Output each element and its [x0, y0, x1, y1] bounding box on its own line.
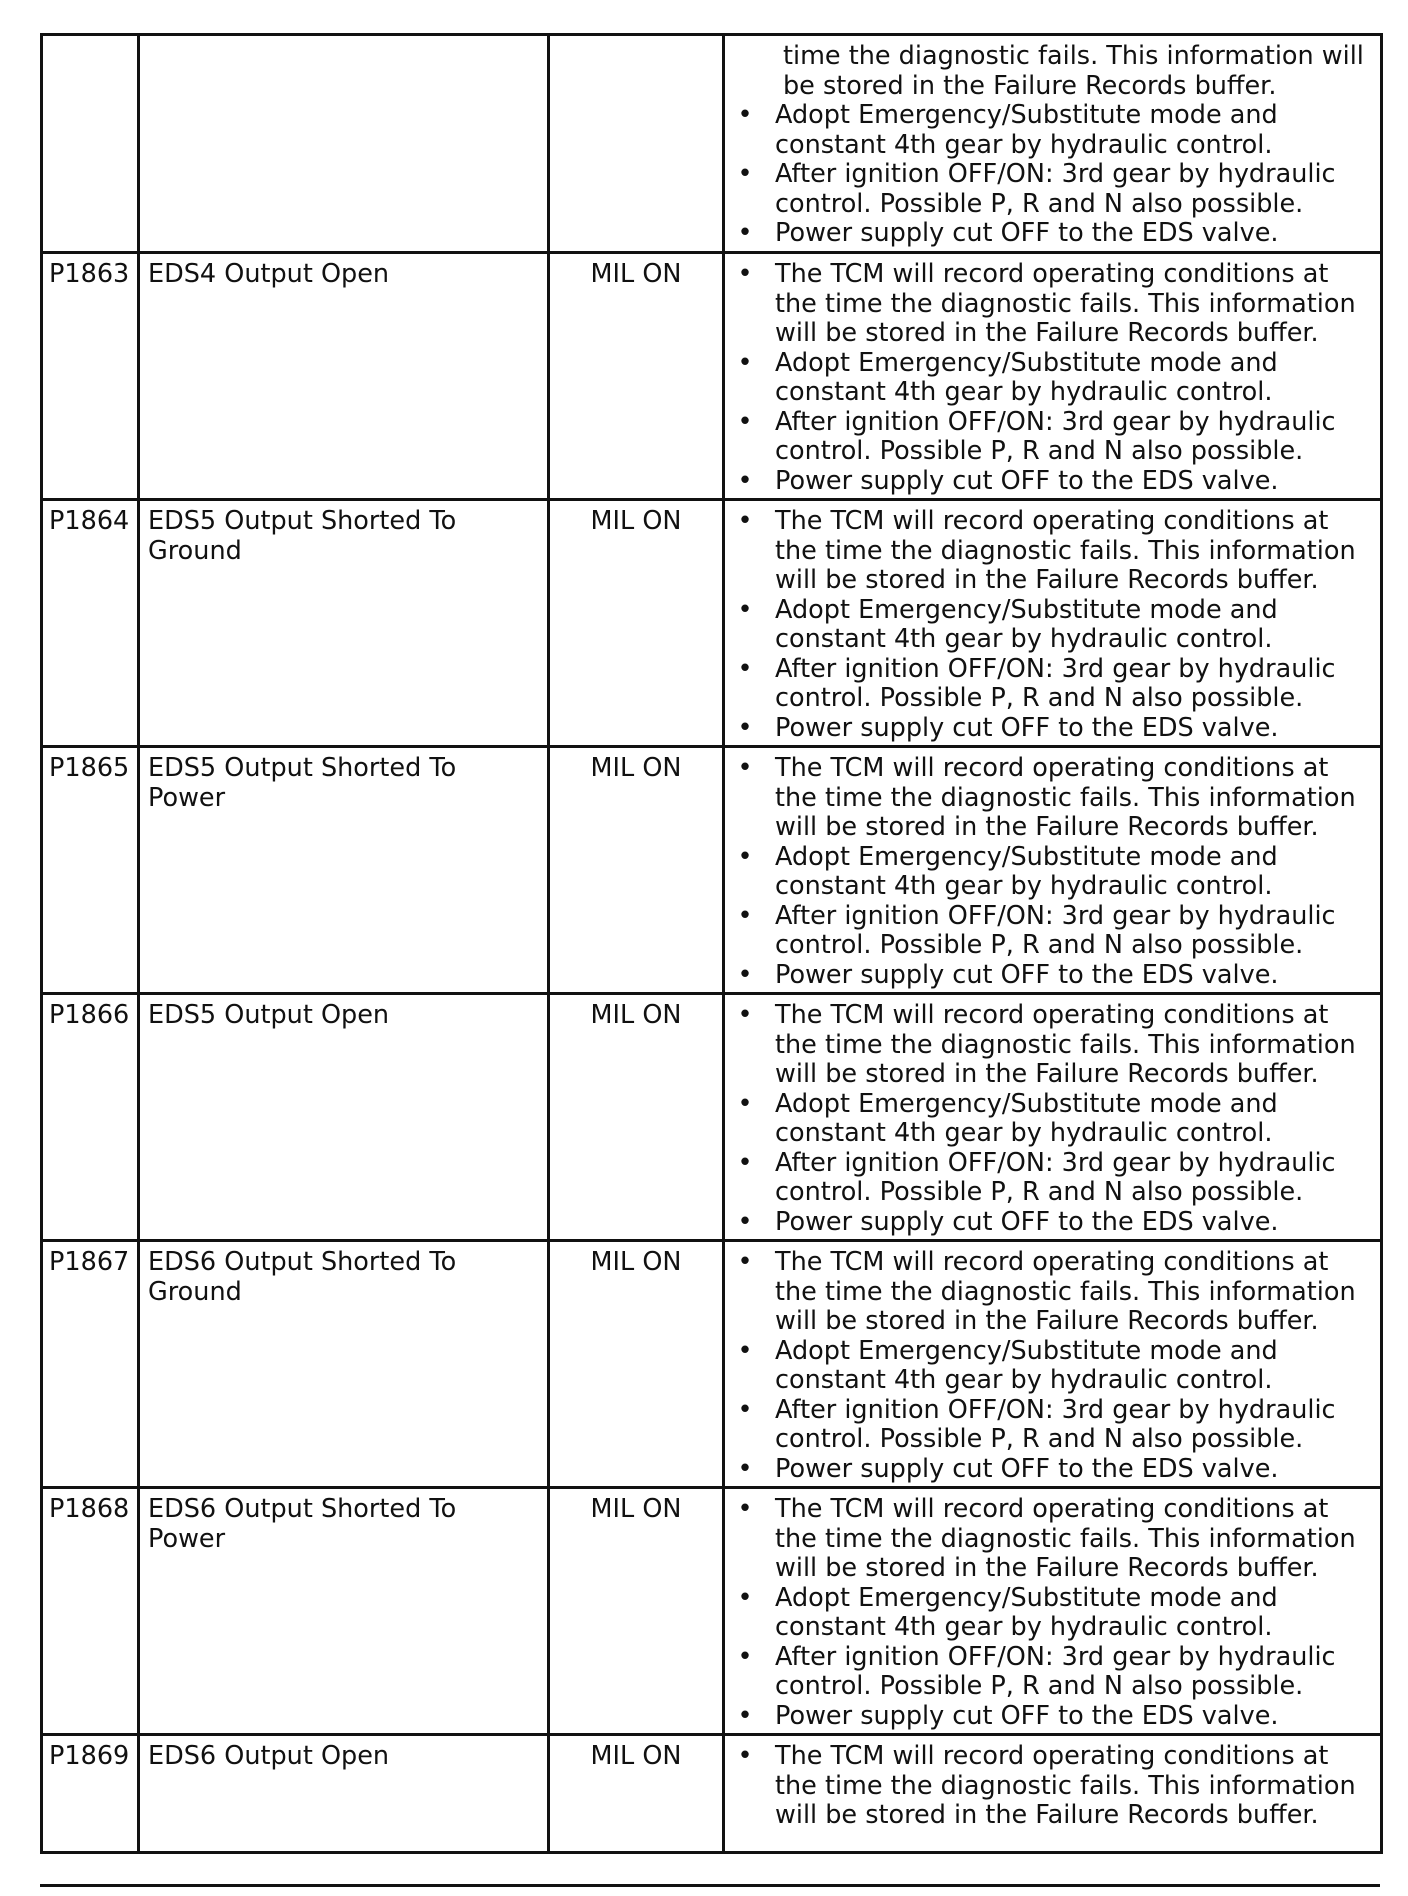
action-text: Power supply cut OFF to the EDS valve. — [775, 1700, 1279, 1731]
actions-list — [731, 1248, 1374, 1484]
actions-list — [731, 1001, 1374, 1237]
status-cell: MIL ON — [549, 1735, 724, 1853]
list-item — [731, 507, 1374, 596]
action-text: The TCM will record operating conditions at the time the diagnostic fails. This information will be stored in the Failure Records buffer. — [775, 1741, 1356, 1830]
status-cell: MIL ON — [549, 1241, 724, 1488]
bullet-icon: • — [737, 1394, 753, 1425]
list-item — [731, 349, 1374, 408]
bullet-icon: • — [737, 100, 753, 130]
list-item — [731, 714, 1374, 744]
action-text: After ignition OFF/ON: 3rd gear by hydraulic control. Possible P, R and N also possible. — [775, 900, 1336, 960]
actions-cell — [724, 500, 1382, 747]
bullet-icon: • — [737, 1088, 753, 1119]
bullet-icon: • — [737, 653, 753, 684]
list-item — [731, 1248, 1374, 1337]
code-cell: P1867 — [42, 1241, 139, 1488]
continued-text-line: be stored in the Failure Records buffer. — [783, 70, 1277, 101]
action-text: After ignition OFF/ON: 3rd gear by hydraulic control. Possible P, R and N also possible. — [775, 653, 1336, 713]
action-text: Power supply cut OFF to the EDS valve. — [775, 959, 1279, 990]
bullet-icon: • — [737, 347, 753, 378]
status-cell — [549, 35, 724, 253]
description-cell: EDS5 Output Shorted To Power — [139, 747, 549, 994]
code-cell: P1864 — [42, 500, 139, 747]
list-item — [731, 596, 1374, 655]
actions-cell — [724, 1241, 1382, 1488]
code-cell: P1866 — [42, 994, 139, 1241]
code-cell: P1865 — [42, 747, 139, 994]
table-row — [42, 994, 1382, 1241]
actions-cell — [724, 35, 1382, 253]
table-row — [42, 747, 1382, 994]
description-cell: EDS5 Output Shorted To Ground — [139, 500, 549, 747]
action-text: Adopt Emergency/Substitute mode and constant 4th gear by hydraulic control. — [775, 1088, 1278, 1148]
table-row-continued — [42, 35, 1382, 253]
description-cell: EDS6 Output Shorted To Power — [139, 1488, 549, 1735]
action-text: After ignition OFF/ON: 3rd gear by hydraulic control. Possible P, R and N also possible. — [775, 1147, 1336, 1207]
dtc-table — [40, 33, 1383, 1854]
code-cell: P1863 — [42, 253, 139, 500]
list-item — [731, 1337, 1374, 1396]
action-text: Power supply cut OFF to the EDS valve. — [775, 1206, 1279, 1237]
list-item — [731, 260, 1374, 349]
table-row — [42, 1735, 1382, 1853]
bullet-icon: • — [737, 1453, 753, 1484]
bullet-icon: • — [737, 465, 753, 496]
status-cell: MIL ON — [549, 500, 724, 747]
bullet-icon: • — [737, 1582, 753, 1613]
actions-list — [731, 101, 1374, 249]
bullet-icon: • — [737, 506, 753, 536]
actions-cell — [724, 1488, 1382, 1735]
bullet-icon: • — [737, 712, 753, 743]
status-cell: MIL ON — [549, 747, 724, 994]
description-cell: EDS6 Output Shorted To Ground — [139, 1241, 549, 1488]
code-cell — [42, 35, 139, 253]
description-cell: EDS4 Output Open — [139, 253, 549, 500]
action-text: Adopt Emergency/Substitute mode and constant 4th gear by hydraulic control. — [775, 594, 1278, 654]
table-row — [42, 500, 1382, 747]
list-item — [731, 101, 1374, 160]
bullet-icon: • — [737, 1641, 753, 1672]
bullet-icon: • — [737, 1147, 753, 1178]
action-text: Power supply cut OFF to the EDS valve. — [775, 465, 1279, 496]
action-text: Adopt Emergency/Substitute mode and constant 4th gear by hydraulic control. — [775, 347, 1278, 407]
table-row — [42, 1241, 1382, 1488]
list-item — [731, 961, 1374, 991]
action-text: Power supply cut OFF to the EDS valve. — [775, 1453, 1279, 1484]
description-cell: EDS5 Output Open — [139, 994, 549, 1241]
bullet-icon: • — [737, 1206, 753, 1237]
actions-list — [731, 260, 1374, 496]
action-text: After ignition OFF/ON: 3rd gear by hydraulic control. Possible P, R and N also possible. — [775, 159, 1336, 219]
list-item — [731, 160, 1374, 219]
actions-list — [731, 507, 1374, 743]
bullet-icon: • — [737, 406, 753, 437]
dtc-table-body — [42, 35, 1382, 1853]
action-text: After ignition OFF/ON: 3rd gear by hydraulic control. Possible P, R and N also possible. — [775, 1641, 1336, 1701]
bullet-icon: • — [737, 1700, 753, 1731]
bullet-icon: • — [737, 841, 753, 872]
list-item — [731, 1090, 1374, 1149]
status-cell: MIL ON — [549, 994, 724, 1241]
bullet-icon: • — [737, 594, 753, 625]
list-item — [731, 1396, 1374, 1455]
list-item — [731, 1455, 1374, 1485]
bullet-icon: • — [737, 1741, 753, 1771]
description-cell — [139, 35, 549, 253]
bullet-icon: • — [737, 259, 753, 289]
actions-list — [731, 1742, 1374, 1831]
actions-cell — [724, 1735, 1382, 1853]
action-text: Adopt Emergency/Substitute mode and constant 4th gear by hydraulic control. — [775, 841, 1278, 901]
table-row — [42, 253, 1382, 500]
table-bottom-rule — [40, 1884, 1380, 1887]
list-item — [731, 843, 1374, 902]
actions-cell — [724, 253, 1382, 500]
list-item — [731, 1149, 1374, 1208]
action-text: The TCM will record operating conditions at the time the diagnostic fails. This information will be stored in the Failure Records buffer. — [775, 1494, 1356, 1583]
list-item — [731, 655, 1374, 714]
action-text: Power supply cut OFF to the EDS valve. — [775, 218, 1279, 248]
bullet-icon: • — [737, 218, 753, 248]
bullet-icon: • — [737, 1000, 753, 1030]
bullet-icon: • — [737, 1335, 753, 1366]
bullet-icon: • — [737, 1494, 753, 1524]
status-cell: MIL ON — [549, 253, 724, 500]
list-item — [731, 1742, 1374, 1831]
actions-cell — [724, 747, 1382, 994]
action-text: Power supply cut OFF to the EDS valve. — [775, 712, 1279, 743]
action-text: The TCM will record operating conditions at the time the diagnostic fails. This information will be stored in the Failure Records buffer. — [775, 259, 1356, 348]
code-cell: P1868 — [42, 1488, 139, 1735]
bullet-icon: • — [737, 159, 753, 189]
actions-cell — [724, 994, 1382, 1241]
actions-list — [731, 754, 1374, 990]
action-text: The TCM will record operating conditions at the time the diagnostic fails. This information will be stored in the Failure Records buffer. — [775, 1247, 1356, 1336]
bullet-icon: • — [737, 1247, 753, 1277]
action-text: Adopt Emergency/Substitute mode and constant 4th gear by hydraulic control. — [775, 1335, 1278, 1395]
list-item — [731, 902, 1374, 961]
bullet-icon: • — [737, 900, 753, 931]
status-cell: MIL ON — [549, 1488, 724, 1735]
list-item — [731, 1495, 1374, 1584]
table-row — [42, 1488, 1382, 1735]
bullet-icon: • — [737, 753, 753, 783]
bullet-icon: • — [737, 959, 753, 990]
action-text: Adopt Emergency/Substitute mode and constant 4th gear by hydraulic control. — [775, 100, 1278, 160]
list-item — [731, 1702, 1374, 1732]
list-item — [731, 1208, 1374, 1238]
action-text: The TCM will record operating conditions at the time the diagnostic fails. This information will be stored in the Failure Records buffer. — [775, 753, 1356, 842]
action-text: After ignition OFF/ON: 3rd gear by hydraulic control. Possible P, R and N also possible. — [775, 1394, 1336, 1454]
list-item — [731, 467, 1374, 497]
action-text: The TCM will record operating conditions at the time the diagnostic fails. This information will be stored in the Failure Records buffer. — [775, 506, 1356, 595]
code-cell: P1869 — [42, 1735, 139, 1853]
action-text: The TCM will record operating conditions at the time the diagnostic fails. This information will be stored in the Failure Records buffer. — [775, 1000, 1356, 1089]
description-cell: EDS6 Output Open — [139, 1735, 549, 1853]
actions-list — [731, 1495, 1374, 1731]
list-item — [731, 408, 1374, 467]
list-item — [731, 754, 1374, 843]
action-text: After ignition OFF/ON: 3rd gear by hydraulic control. Possible P, R and N also possible. — [775, 406, 1336, 466]
list-item — [731, 1643, 1374, 1702]
continued-text-line: time the diagnostic fails. This information will — [783, 41, 1364, 71]
action-text: Adopt Emergency/Substitute mode and constant 4th gear by hydraulic control. — [775, 1582, 1278, 1642]
list-item — [731, 1584, 1374, 1643]
list-item — [731, 219, 1374, 249]
list-item — [731, 1001, 1374, 1090]
